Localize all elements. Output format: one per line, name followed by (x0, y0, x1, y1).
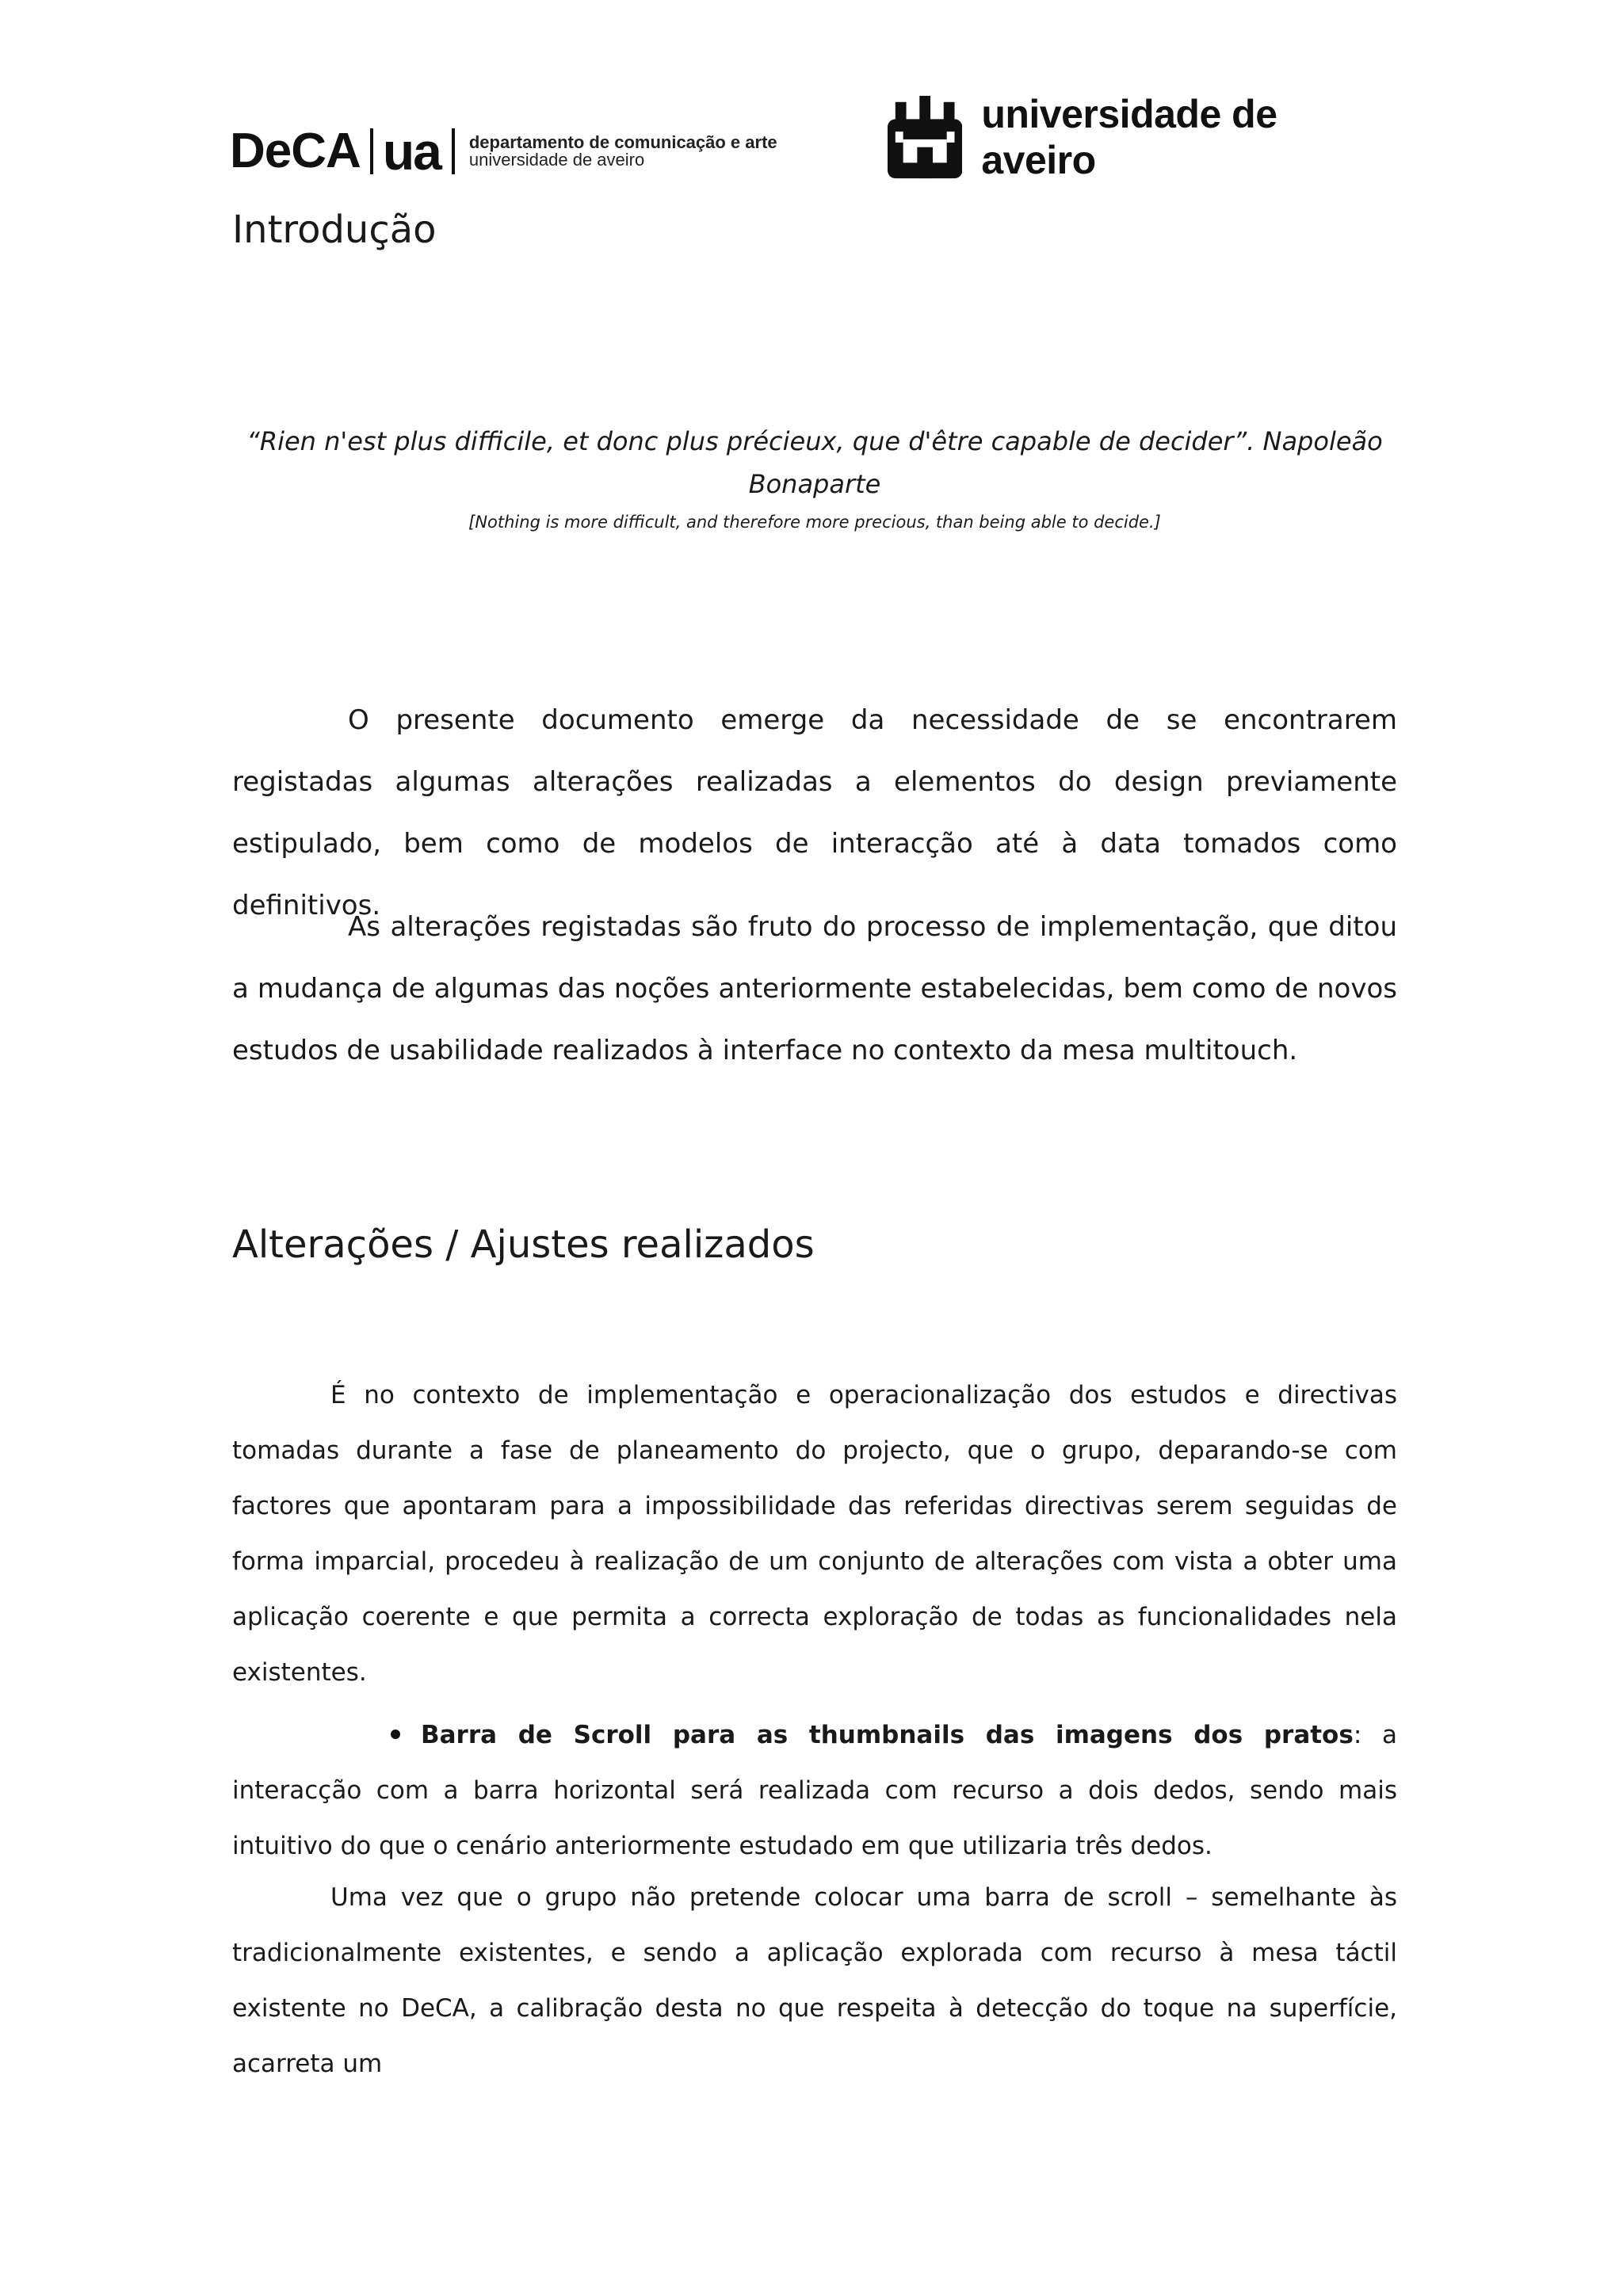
section-title-changes: Alterações / Ajustes realizados (232, 1222, 815, 1267)
section-title-introduction: Introdução (232, 208, 437, 252)
intro-paragraph-2: As alterações registadas são fruto do processo de implementação, que ditou a mudança de algumas das noções anteriormente estabelecidas, bem como de novos estudos de usabilidade realizados à interface no contexto da mesa multitouch. (232, 911, 1397, 1066)
university-name: universidade de aveiro (981, 92, 1277, 182)
deca-university-name: universidade de aveiro (468, 150, 645, 170)
university-emblem-icon (888, 95, 962, 179)
intro-paragraph-1: O presente documento emerge da necessidade de se encontrarem registadas algumas alterações realizadas a elementos do design previamente estipulado, bem como de modelos de interacção até à data tomados como definitivos. (232, 704, 1397, 921)
changes-paragraph: É no contexto de implementação e operacionalização dos estudos e directivas tomadas durante a fase de planeamento do projecto, que o grupo, deparando-se com factores que apontaram para a impossibilidade das referidas directivas serem seguidas de forma imparcial, procedeu à realização de um conjunto de alterações com vista a obter uma aplicação coerente e que permita a correcta exploração de todas as funcionalidades nela existentes. (232, 1381, 1397, 1687)
logo-divider (370, 128, 373, 174)
deca-wordmark: DeCA (230, 124, 361, 178)
page-header (230, 93, 1395, 189)
deca-department-name: departamento de comunicação e arte (468, 132, 777, 152)
deca-ua-logo (230, 124, 777, 179)
bullet-item-scroll-bar (232, 1707, 1397, 1874)
quote-text: “Rien n'est plus difficile, et donc plus précieux, que d'être capable de decider”. Napoleão Bonaparte (246, 426, 1383, 499)
quote-translation: [Nothing is more difficult, and therefore more precious, than being able to decide.] (468, 513, 1161, 532)
universidade-aveiro-logo (888, 93, 1395, 181)
ua-wordmark: ua (382, 122, 441, 181)
final-paragraph: Uma vez que o grupo não pretende colocar uma barra de scroll – semelhante às tradicionalmente existentes, e sendo a aplicação explorada com recurso à mesa táctil existente no DeCA, a calibração desta no que respeita à detecção do toque na superfície, acarreta um (232, 1883, 1397, 2078)
bullet-heading: Barra de Scroll para as thumbnails das imagens dos pratos (421, 1721, 1354, 1749)
bullet-text: : a interacção com a barra horizontal será realizada com recurso a dois dedos, sendo mais intuitivo do que o cenário anteriormente estudado em que utilizaria três dedos. (232, 1721, 1397, 1860)
epigraph-quote (232, 420, 1397, 536)
logo-divider (452, 128, 455, 174)
bullet-icon (391, 1730, 400, 1739)
deca-subtitle (469, 134, 777, 169)
